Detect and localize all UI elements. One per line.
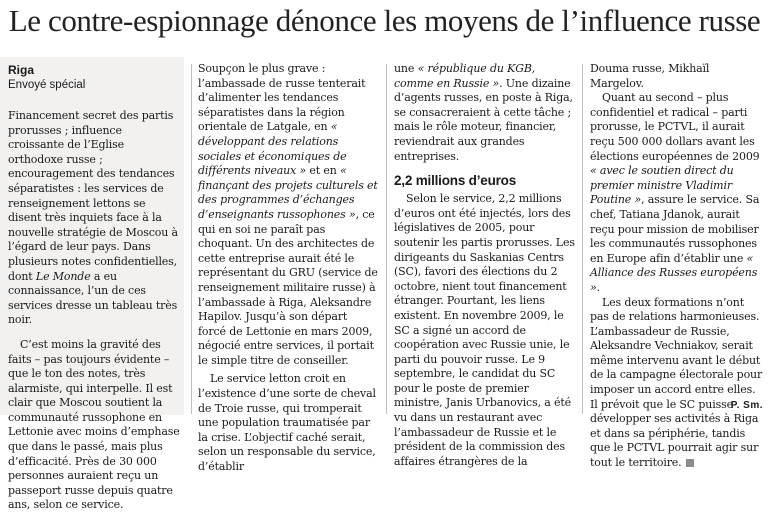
column-rule [386,64,387,414]
end-mark-icon [686,459,694,467]
byline: P. Sm. [730,400,763,411]
headline: Le contre-espionnage dénonce les moyens de l’influence russe [8,3,761,38]
column-4 [590,62,766,470]
sidebar-body [8,109,180,513]
paragraph: Quant au second – plus confidentiel et radical – parti prorusse, le PCTVL, il aurait reçu 500 000 dollars avant les élections européennes de 2009 « avec le soutien direct du premier ministre Vladimir Poutine », assure le service. Sa chef, Tatiana Jdanok, aurait reçu pour mission de mobiliser les communautés russophones en Europe afin d’établir une « Alliance des Russes européens ». [590,91,760,294]
paragraph: une « république du KGB, comme en Russie ». Une dizaine d’agents russes, en poste à Riga, se consacreraient à cette tâche ; mais le rôle moteur, financier, reviendrait aux grandes entreprises. [394,62,573,163]
paragraph: Selon le service, 2,2 millions d’euros ont été injectés, lors des législatives de 2005, pour soutenir les partis prorusses. Les dirigeants du Saskanias Centrs (SC), favori des élections du 2 octobre, nient tout financement étranger. Pourtant, les liens existent. En novembre 2009, le SC a signé un accord de coopération avec Russie unie, le parti du pouvoir russe. Le 9 septembre, le candidat du SC pour le poste de premier ministre, Janis Urbanovics, a été vu dans un restaurant avec l’ambassadeur de Russie et le président de la commission des affaires étrangères de la [394,192,575,468]
paragraph: Douma russe, Mikhaïl Margelov. [590,62,710,90]
dateline: Riga [8,63,35,77]
paragraph: Soupçon le plus grave : l’ambassade de russe tenterait d’alimenter les tendances séparatistes dans la région orientale de Latgale, en « développant des relations sociales et économiques de différents niveaux » et en « finançant des projets culturels et des programmes d’échanges d’enseignants russophones », ce qui en soi ne paraît pas choquant. Un des architectes de cette entreprise aurait été le représentant du GRU (service de renseignement militaire russe) à l’ambassade à Riga, Aleksandre Hapilov. Jusqu’à son départ forcé de Lettonie en mars 2009, négocié entre services, il portait le simple titre de conseiller. [198,62,378,367]
column-2 [198,62,378,474]
paragraph: Le service letton croit en l’existence d’une sorte de cheval de Troie russe, qui tromperait une population traumatisée par la crise. L’objectif caché serait, selon un responsable du service, d’établir [198,372,376,474]
column-3 [394,62,576,468]
subheading: 2,2 millions d’euros [394,173,517,189]
paragraph: Financement secret des partis prorusses ; influence croissante de l’Eglise orthodoxe russe ; encouragement des tendances séparatistes : les services de renseignement lettons se disent très inquiets face à la nouvelle stratégie de Moscou à l’égard de leur pays. Dans plusieurs notes confidentielles, dont Le Monde a eu connaissance, l’un de ces services dresse un tableau très noir. [8,109,178,327]
envoy-label: Envoyé spécial [8,79,86,91]
sidebar-box [0,57,184,512]
paragraph: C’est moins la gravité des faits – pas toujours évidente – que le ton des notes, très alarmiste, qui interpelle. Il est clair que Moscou soutient la communauté russophone en Lettonie avec moins d’emphase que dans le passé, mais plus d’efficacité. Près de 30 000 personnes auraient reçu un passeport russe depuis quatre ans, selon ce service. [8,337,180,512]
paragraph: Les deux formations n’ont pas de relations harmonieuses. L’ambassadeur de Russie, Aleksandre Vechniakov, serait même intervenu avant le début de la campagne électorale pour imposer un accord entre elles. Il prévoit que le SC puisse développer ses activités à Riga et dans sa périphérie, tandis que le PCTVL pourrait agir sur tout le territoire. [590,295,763,470]
column-rule [582,64,583,414]
column-rule [191,64,192,414]
